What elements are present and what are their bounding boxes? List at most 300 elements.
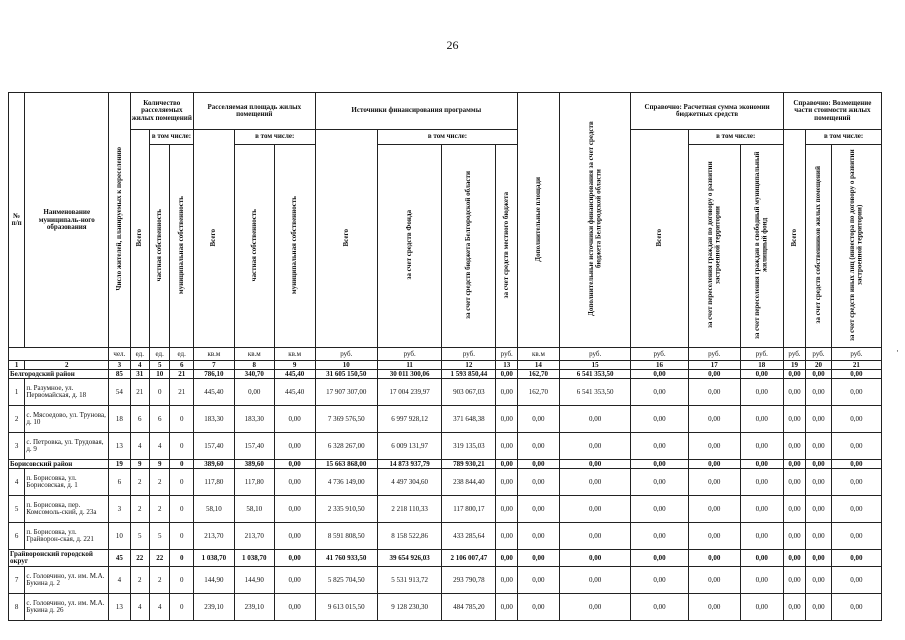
value-cell: 0,00 [517,496,559,523]
value-cell: 0,00 [496,567,518,594]
value-cell: 0,00 [559,550,631,567]
value-cell: 58,10 [193,496,234,523]
unit-cell: руб. [783,348,805,361]
column-number-cell: 1 [9,361,25,370]
value-cell: 3 [109,496,130,523]
value-cell: 0,00 [831,567,881,594]
unit-cell: руб. [377,348,441,361]
value-cell: 0,00 [496,523,518,550]
value-cell: 6 328 267,00 [315,433,377,460]
header-fund: за счет средств Фонда [377,145,441,348]
row-number: 7 [9,567,25,594]
value-cell: 0,00 [559,496,631,523]
district-row [9,370,882,379]
table-row [9,406,882,433]
value-cell: 54 [109,379,130,406]
address-cell: п. Борисовка, ул. Грайворон-ская, д. 221 [25,523,109,550]
value-cell: 433 285,64 [442,523,496,550]
value-cell: 319 135,03 [442,433,496,460]
header-area-in-that: в том числе: [234,130,315,145]
header-ref2: Справочно: Возмещение части стоимости жилых помещений [783,93,881,130]
row-number: 6 [9,523,25,550]
value-cell: 13 [109,433,130,460]
value-cell: 157,40 [193,433,234,460]
value-cell: 213,70 [193,523,234,550]
value-cell: 0,00 [496,433,518,460]
value-cell: 0,00 [783,469,805,496]
column-number-cell: 16 [631,361,688,370]
value-cell: 30 011 300,06 [377,370,441,379]
header-ref1: Справочно: Расчетная сумма экономии бюджетных средств [631,93,783,130]
value-cell: 0,00 [783,433,805,460]
value-cell: 6 009 131,97 [377,433,441,460]
value-cell: 445,40 [274,379,315,406]
column-number-cell: 13 [496,361,518,370]
value-cell: 0,00 [831,496,881,523]
value-cell: 5 [150,523,170,550]
value-cell: 0,00 [559,406,631,433]
value-cell: 39 654 926,03 [377,550,441,567]
value-cell: 85 [109,370,130,379]
unit-cell: кв.м [234,348,274,361]
header-qty-private: частная собственность [150,145,170,348]
value-cell: 213,70 [234,523,274,550]
column-number-cell: 7 [193,361,234,370]
value-cell: 0,00 [631,550,688,567]
value-cell: 445,40 [193,379,234,406]
value-cell: 0,00 [559,523,631,550]
value-cell: 2 [130,496,149,523]
value-cell: 6 541 353,50 [559,370,631,379]
unit-cell: руб. [740,348,783,361]
value-cell: 389,60 [234,460,274,469]
value-cell: 7 369 576,50 [315,406,377,433]
value-cell: 0,00 [631,379,688,406]
district-name: Грайворонский городской округ [9,550,109,567]
header-num: № п/п [9,93,25,348]
value-cell: 0,00 [274,594,315,621]
value-cell: 0,00 [274,550,315,567]
value-cell: 0 [170,496,194,523]
value-cell: 21 [170,370,194,379]
district-row [9,550,882,567]
units-row [9,348,882,361]
value-cell: 13 [109,594,130,621]
table-row [9,469,882,496]
value-cell: 0 [170,550,194,567]
value-cell: 58,10 [234,496,274,523]
value-cell: 0,00 [740,567,783,594]
value-cell: 4 [109,567,130,594]
header-ref2-a: за счет средств собственников жилых помещений [806,145,832,348]
value-cell: 6 [150,406,170,433]
value-cell: 0,00 [688,469,740,496]
value-cell: 0,00 [806,370,832,379]
value-cell: 484 785,20 [442,594,496,621]
address-cell: п. Разумное, ул. Первомайская, д. 18 [25,379,109,406]
column-number-cell: 14 [517,361,559,370]
value-cell: 0,00 [688,550,740,567]
value-cell: 0,00 [688,567,740,594]
value-cell: 0,00 [274,523,315,550]
value-cell: 0,00 [831,550,881,567]
value-cell: 0,00 [806,379,832,406]
header-ref1-b: за счет переселения граждан в свободный муниципальный жилищный фонд [740,145,783,348]
column-numbers-row [9,361,882,370]
value-cell: 1 593 850,44 [442,370,496,379]
value-cell: 0,00 [688,523,740,550]
unit-cell: руб. [442,348,496,361]
column-number-cell: 5 [150,361,170,370]
address-cell: с. Головчино, ул. им. М.А. Букина д. 2 [25,567,109,594]
header-ref2-total: Всего [783,130,805,348]
value-cell: 8 158 522,86 [377,523,441,550]
value-cell: 0,00 [831,523,881,550]
value-cell: 0,00 [740,406,783,433]
value-cell: 0,00 [688,406,740,433]
value-cell: 0 [150,379,170,406]
unit-cell: ед. [130,348,149,361]
value-cell: 0,00 [831,406,881,433]
value-cell: 0,00 [783,550,805,567]
header-ref2-in-that: в том числе: [806,130,882,145]
header-fin-in-that: в том числе: [377,130,517,145]
page-number: 26 [446,38,459,52]
table-row [9,523,882,550]
value-cell: 0,00 [806,550,832,567]
row-number: 1 [9,379,25,406]
value-cell: 0,00 [783,496,805,523]
value-cell: 17 004 239,97 [377,379,441,406]
value-cell: 0,00 [740,496,783,523]
value-cell: 2 [150,496,170,523]
value-cell: 0,00 [831,469,881,496]
address-cell: п. Борисовка, ул. Борисовская, д. 1 [25,469,109,496]
value-cell: 15 663 868,00 [315,460,377,469]
value-cell: 445,40 [274,370,315,379]
value-cell: 4 736 149,00 [315,469,377,496]
value-cell: 6 541 353,50 [559,379,631,406]
column-number-cell: 20 [806,361,832,370]
value-cell: 0 [170,460,194,469]
header-area-group: Расселяемая площадь жилых помещений [193,93,315,130]
value-cell: 0,00 [783,594,805,621]
value-cell: 4 [130,594,149,621]
unit-cell: ед. [150,348,170,361]
value-cell: 0,00 [496,406,518,433]
value-cell: 0,00 [688,370,740,379]
unit-cell: руб. [631,348,688,361]
value-cell: 0,00 [631,460,688,469]
value-cell: 0,00 [496,496,518,523]
value-cell: 0,00 [274,496,315,523]
table-row [9,594,882,621]
value-cell: 0,00 [806,406,832,433]
value-cell: 0,00 [631,496,688,523]
value-cell: 0,00 [740,523,783,550]
value-cell: 903 067,03 [442,379,496,406]
column-number-cell: 15 [559,361,631,370]
value-cell: 18 [109,406,130,433]
value-cell: 5 [130,523,149,550]
value-cell: 0 [170,433,194,460]
value-cell: 0,00 [274,460,315,469]
value-cell: 0,00 [559,594,631,621]
value-cell: 0,00 [783,460,805,469]
value-cell: 0,00 [740,433,783,460]
value-cell: 22 [130,550,149,567]
value-cell: 2 106 007,47 [442,550,496,567]
value-cell: 0,00 [517,406,559,433]
value-cell: 0,00 [496,379,518,406]
value-cell: 117,80 [234,469,274,496]
value-cell: 6 [109,469,130,496]
row-number: 2 [9,406,25,433]
value-cell: 0,00 [806,469,832,496]
value-cell: 41 760 933,50 [315,550,377,567]
header-area-total: Всего [193,130,234,348]
value-cell: 0,00 [740,370,783,379]
header-name: Наименование муниципаль-ного образования [25,93,109,348]
address-cell: с. Мясоедово, ул. Трунова, д. 10 [25,406,109,433]
address-cell: с. Петровка, ул. Трудовая, д. 9 [25,433,109,460]
value-cell: 0,00 [806,594,832,621]
value-cell: 0,00 [631,370,688,379]
value-cell: 340,70 [234,370,274,379]
value-cell: 0,00 [740,550,783,567]
value-cell: 1 038,70 [193,550,234,567]
unit-cell: ед. [170,348,194,361]
value-cell: 0,00 [740,460,783,469]
value-cell: 162,70 [517,370,559,379]
column-number-cell: 10 [315,361,377,370]
value-cell: 21 [170,379,194,406]
value-cell: 1 038,70 [234,550,274,567]
value-cell: 2 [130,469,149,496]
value-cell: 0,00 [517,567,559,594]
row-number: 4 [9,469,25,496]
value-cell: 0 [170,567,194,594]
header-regional: за счет средств бюджета Белгородской области [442,145,496,348]
column-number-cell: 3 [109,361,130,370]
value-cell: 0,00 [688,379,740,406]
value-cell: 45 [109,550,130,567]
value-cell: 0,00 [631,433,688,460]
value-cell: 0,00 [831,460,881,469]
value-cell: 0 [170,469,194,496]
value-cell: 183,30 [234,406,274,433]
column-number-cell: 4 [130,361,149,370]
value-cell: 0,00 [517,523,559,550]
header-add-area: Дополнительные площади [517,93,559,348]
value-cell: 0,00 [783,370,805,379]
value-cell: 786,10 [193,370,234,379]
value-cell: 5 825 704,50 [315,567,377,594]
unit-cell: руб. [559,348,631,361]
unit-cell: кв.м [274,348,315,361]
value-cell: 9 128 230,30 [377,594,441,621]
header-ref1-a: за счет переселения граждан по договору о развитии застроенной территории [688,145,740,348]
unit-cell: руб. [831,348,881,361]
value-cell: 0,00 [783,523,805,550]
value-cell: 0,00 [559,469,631,496]
header-add-sources: Дополнительные источники финансирования за счет средств бюджета Белгородской области [559,93,631,348]
district-row [9,460,882,469]
column-number-cell: 11 [377,361,441,370]
value-cell: 0,00 [496,469,518,496]
value-cell: 9 [150,460,170,469]
column-number-cell: 12 [442,361,496,370]
header-area-private: частная собственность [234,145,274,348]
district-name: Борисовский район [9,460,109,469]
row-number: 3 [9,433,25,460]
value-cell: 4 497 304,60 [377,469,441,496]
value-cell: 162,70 [517,379,559,406]
value-cell: 4 [130,433,149,460]
value-cell: 2 [130,567,149,594]
value-cell: 0 [170,406,194,433]
value-cell: 10 [150,370,170,379]
value-cell: 0,00 [740,594,783,621]
district-name: Белгородский район [9,370,109,379]
value-cell: 0,00 [234,379,274,406]
housing-relocation-table-wrapper [8,92,882,621]
value-cell: 0,00 [274,406,315,433]
unit-cell: руб. [496,348,518,361]
value-cell: 4 [150,433,170,460]
value-cell: 0,00 [783,379,805,406]
table-row [9,433,882,460]
value-cell: 117 800,17 [442,496,496,523]
value-cell: 0,00 [517,469,559,496]
housing-relocation-table [8,92,882,621]
column-number-cell: 17 [688,361,740,370]
value-cell: 0,00 [631,469,688,496]
value-cell: 0,00 [831,594,881,621]
value-cell: 2 [150,567,170,594]
address-cell: п. Борисовка, пер. Комсомоль-ский, д. 23а [25,496,109,523]
unit-cell: руб. [806,348,832,361]
value-cell: 31 [130,370,149,379]
value-cell: 0,00 [559,567,631,594]
margin-mark: · [896,346,899,356]
value-cell: 21 [130,379,149,406]
value-cell: 0,00 [783,567,805,594]
unit-cell: руб. [688,348,740,361]
header-fin-total: Всего [315,130,377,348]
value-cell: 9 [130,460,149,469]
value-cell: 0,00 [806,567,832,594]
value-cell: 2 [150,469,170,496]
table-body [9,370,882,621]
value-cell: 19 [109,460,130,469]
value-cell: 0,00 [688,460,740,469]
value-cell: 0 [170,523,194,550]
header-ref1-in-that: в том числе: [688,130,783,145]
value-cell: 0,00 [517,550,559,567]
table-row [9,496,882,523]
header-qty-group: Количество расселяемых жилых помещений [130,93,193,130]
row-number: 5 [9,496,25,523]
value-cell: 6 997 928,12 [377,406,441,433]
value-cell: 0,00 [496,370,518,379]
value-cell: 0,00 [631,567,688,594]
value-cell: 0,00 [274,433,315,460]
value-cell: 0,00 [740,469,783,496]
value-cell: 0,00 [496,594,518,621]
value-cell: 6 [130,406,149,433]
unit-cell: чел. [109,348,130,361]
header-ref2-b: за счет средств иных лиц (инвестора по договору о развитии застроенной территории) [831,145,881,348]
value-cell: 14 873 937,79 [377,460,441,469]
value-cell: 293 790,78 [442,567,496,594]
value-cell: 0,00 [559,460,631,469]
value-cell: 0,00 [631,406,688,433]
value-cell: 144,90 [234,567,274,594]
units-blank [9,348,109,361]
header-qty-in-that: в том числе: [150,130,194,145]
value-cell: 8 591 808,50 [315,523,377,550]
value-cell: 239,10 [193,594,234,621]
table-row [9,567,882,594]
unit-cell: руб. [315,348,377,361]
column-number-cell: 19 [783,361,805,370]
value-cell: 0,00 [688,433,740,460]
value-cell: 2 335 910,50 [315,496,377,523]
value-cell: 0 [170,594,194,621]
value-cell: 0,00 [631,594,688,621]
header-local: за счет средств местного бюджета [496,145,518,348]
header-area-municipal: муниципальная собственность [274,145,315,348]
value-cell: 238 844,40 [442,469,496,496]
value-cell: 0,00 [831,370,881,379]
value-cell: 239,10 [234,594,274,621]
value-cell: 183,30 [193,406,234,433]
table-row [9,379,882,406]
value-cell: 0,00 [496,550,518,567]
column-number-cell: 6 [170,361,194,370]
value-cell: 2 218 110,33 [377,496,441,523]
header-ref1-total: Всего [631,130,688,348]
column-number-cell: 18 [740,361,783,370]
column-number-cell: 9 [274,361,315,370]
header-residents: Число жителей, планируемых к переселению [109,93,130,348]
value-cell: 31 605 150,50 [315,370,377,379]
value-cell: 4 [150,594,170,621]
value-cell: 10 [109,523,130,550]
value-cell: 0,00 [517,594,559,621]
value-cell: 0,00 [517,460,559,469]
value-cell: 0,00 [274,567,315,594]
column-number-cell: 2 [25,361,109,370]
value-cell: 0,00 [496,460,518,469]
value-cell: 144,90 [193,567,234,594]
value-cell: 0,00 [740,379,783,406]
unit-cell: кв.м [517,348,559,361]
column-number-cell: 8 [234,361,274,370]
value-cell: 0,00 [806,523,832,550]
value-cell: 0,00 [517,433,559,460]
column-number-cell: 21 [831,361,881,370]
value-cell: 22 [150,550,170,567]
value-cell: 17 907 307,00 [315,379,377,406]
address-cell: с. Головчино, ул. им. М.А. Букина д. 26 [25,594,109,621]
value-cell: 789 930,21 [442,460,496,469]
value-cell: 0,00 [806,460,832,469]
header-qty-total: Всего [130,130,149,348]
value-cell: 0,00 [783,406,805,433]
value-cell: 371 648,38 [442,406,496,433]
